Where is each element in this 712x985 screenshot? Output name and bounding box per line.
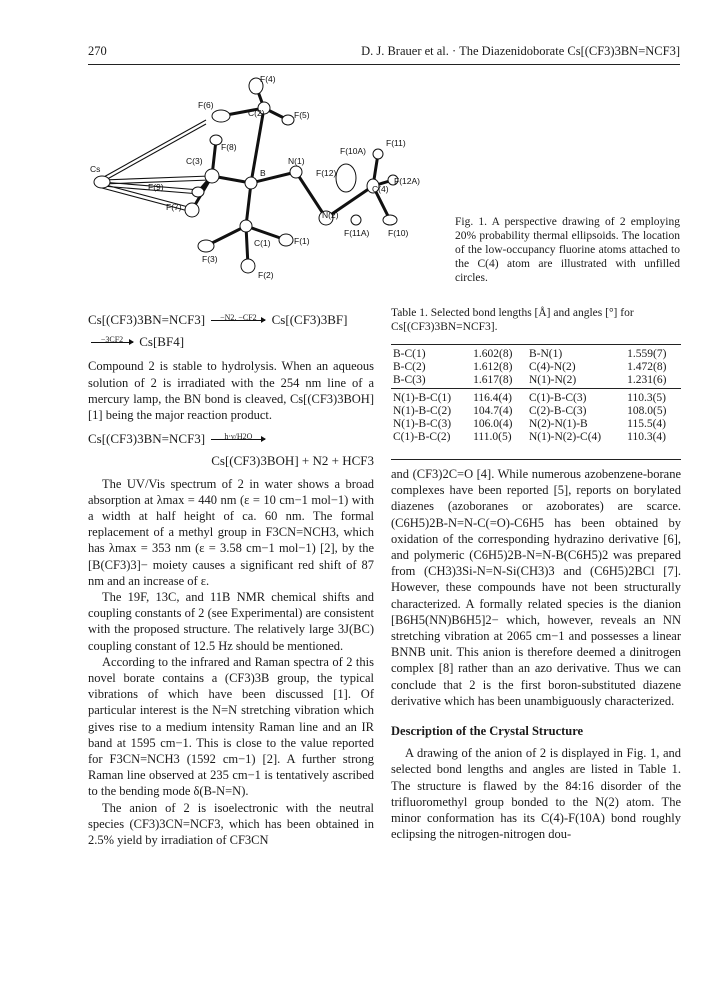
atom-label: F(7) (166, 202, 182, 212)
atom-label: N(1) (288, 156, 305, 166)
table-cell: 116.4(4) (471, 388, 527, 405)
table-cell: B-C(2) (393, 361, 426, 374)
atom-label: Cs (90, 164, 101, 174)
paragraph: The 19F, 13C, and 11B NMR chemical shifts and coupling constants of 2 (see Experimental) are consistent with the proposed structure. The relatively large 3J(BC) coupling constant of 12.5 Hz should be mentioned. (88, 590, 374, 653)
table-cell: 1.472(8) (627, 361, 667, 374)
table-row (391, 374, 681, 388)
table-cell: C(1)-B-C(3) (527, 388, 625, 405)
table-row (391, 361, 681, 374)
paragraph: A drawing of the anion of 2 is displayed in Fig. 1, and selected bond lengths and angles are listed in Table 1. The structure is flawed by the 84:16 disorder of the trifluoromethyl group bonded to the N(2) atom. The minor conformation has its C(4)-F(10A) bond roughly eclipsing the nitrogen-nitrogen dou- (391, 746, 681, 842)
table-cell: 1.559(7) (627, 348, 667, 360)
atom-label: F(2) (258, 270, 274, 280)
atom-label: F(12) (316, 168, 337, 178)
paragraph: According to the infrared and Raman spectra of 2 this novel borate contains a (CF3)3B group, the typical vibrations of which have been discussed [1]. Of particular interest is the N=N stretching vibration which gives rise to a medium intensity Raman line and an IR band at 1595 cm−1. This is close to the value reported for F3CN=NCH3 (1592 cm−1) [2]. A further strong Raman line observed at 235 cm−1 is tentatively ascribed to the bending mode δ(B-N=N). (88, 654, 374, 799)
atom-label: F(10A) (340, 146, 366, 156)
table-cell: 1.612(8) (473, 361, 513, 374)
table-cell: N(2)-N(1)-B (528, 418, 588, 431)
table-row (391, 405, 681, 418)
atom-label: F(1) (294, 236, 310, 246)
atom-label: F(5) (294, 110, 310, 120)
atom-label: F(8) (221, 142, 237, 152)
section-heading: Description of the Crystal Structure (391, 724, 584, 739)
table-cell: N(1)-N(2)-C(4) (528, 431, 602, 444)
page-number: 270 (88, 44, 107, 58)
table-cell: 1.231(6) (627, 374, 667, 387)
atom-label: N(2) (322, 210, 339, 220)
atom-label: C(4) (372, 184, 389, 194)
table-cell: C(4)-N(2) (528, 361, 576, 374)
table-cell: 110.3(4) (627, 431, 667, 444)
table-row (391, 388, 681, 405)
table-cell: 1.602(8) (473, 348, 513, 360)
table-cell: 106.0(4) (473, 418, 513, 431)
table-cell: C(1)-B-C(2) (393, 431, 451, 444)
table-cell: N(1)-N(2) (528, 374, 577, 387)
table-row (391, 431, 681, 444)
atom-label: F(3) (202, 254, 218, 264)
molecular-structure-figure (88, 68, 448, 298)
atom-label: F(9) (148, 182, 164, 192)
table-cell: N(1)-B-C(1) (391, 388, 471, 405)
atom-label: F(6) (198, 100, 214, 110)
table-cell: B-C(1) (393, 348, 426, 360)
bond-table (391, 348, 681, 444)
table-cell: 110.3(5) (625, 388, 681, 405)
atom-label: B (260, 168, 266, 178)
table-cell: B-N(1) (528, 348, 563, 360)
paragraph: The anion of 2 is isoelectronic with the neutral species (CF3)3CN=NCF3, which has been obtained in 2.5% yield by irradiation of CF3CN (88, 800, 374, 848)
table-cell: N(1)-B-C(2) (393, 404, 452, 417)
table-cell: 111.0(5) (473, 431, 512, 444)
equation-1b: −3CF2 Cs[BF4] (88, 334, 374, 350)
atom-label: F(11A) (344, 228, 370, 238)
equation-1: Cs[(CF3)3BN=NCF3] −N2, −CF2 Cs[(CF3)3BF] (88, 312, 348, 327)
atom-label: C(3) (186, 156, 203, 166)
paragraph: Compound 2 is stable to hydrolysis. When an aqueous solution of 2 is irradiated with the 254 nm line of a mercury lamp, the BN bond is cleaved, Cs[(CF3)3BOH] [1] being the major reaction product. (88, 359, 374, 423)
paragraph: and (CF3)2C=O [4]. While numerous azobenzene-borane complexes have been reported [5], reports on borylated diazenes (azoboranes or azoborates) are scarce. (C6H5)2B-N=N-C(=O)-C6H5 has been obtained by oxidation of the corresponding hydrazino derivative [6], and polymeric (C6H5)2B-N=N-B(C6H5)2 was prepared from (CH3)3Si-N=N-Si(CH3)3 and (C6H5)2BCl [7]. However, these compounds have not been structurally characterized. A formally related species is the dianion [B6H5(NN)B6H5]2− which, however, reveals an NN stretching vibration at 2065 cm−1 and possesses a linear BNNB unit. This anion is therefore deemed a dinitrogen complex [8] rather than an azo derivative. Thus we can conclude that 2 is the first boron-substituted diazene derivative which has been unambiguously characterized. (391, 467, 681, 708)
atom-label: F(12A) (394, 176, 420, 186)
table-cell: 108.0(5) (627, 404, 667, 417)
atom-label: C(1) (254, 238, 271, 248)
atom-label: F(11) (386, 138, 406, 148)
running-title: D. J. Brauer et al. · The Diazenidoborate Cs[(CF3)3BN=NCF3] (361, 44, 680, 58)
equation-2: Cs[(CF3)3BN=NCF3] h·ν/H2O (88, 431, 374, 447)
table-cell: B-C(3) (393, 374, 426, 387)
right-column (391, 466, 681, 842)
table-cell: C(2)-B-C(3) (528, 404, 587, 417)
equation-2-products: Cs[(CF3)3BOH] + N2 + HCF3 (211, 453, 374, 469)
atom-label: F(10) (388, 228, 409, 238)
running-header (88, 44, 680, 65)
table-row (391, 348, 681, 361)
atom-label: C(2) (248, 108, 265, 118)
table-cell: N(1)-B-C(3) (393, 418, 452, 431)
table-row (391, 418, 681, 431)
left-column (88, 306, 374, 848)
paragraph: The UV/Vis spectrum of 2 in water shows a broad absorption at λmax = 440 nm (ε = 10 cm−1 mol−1) with a width at half height of ca. 60 nm. The formal replacement of a methyl group in F3CN=NCH3, which has λmax = 353 nm (ε = 3.58 cm−1 mol−1) [2], by the [B(CF3)3]− moiety causes a significant red shift of 87 nm and an increase of ε. (88, 476, 374, 588)
table-cell: 115.5(4) (627, 418, 667, 431)
atom-label: F(4) (260, 74, 276, 84)
table-cell: 104.7(4) (473, 404, 513, 417)
table-cell: 1.617(8) (473, 374, 513, 387)
figure-caption: Fig. 1. A perspective drawing of 2 employing 20% probability thermal ellipsoids. The location of the low-occupancy fluorine atoms attached to the C(4) atom are illustrated with unfilled circles. (455, 216, 680, 284)
table-caption: Table 1. Selected bond lengths [Å] and angles [°] for Cs[(CF3)3BN=NCF3]. (391, 307, 634, 333)
